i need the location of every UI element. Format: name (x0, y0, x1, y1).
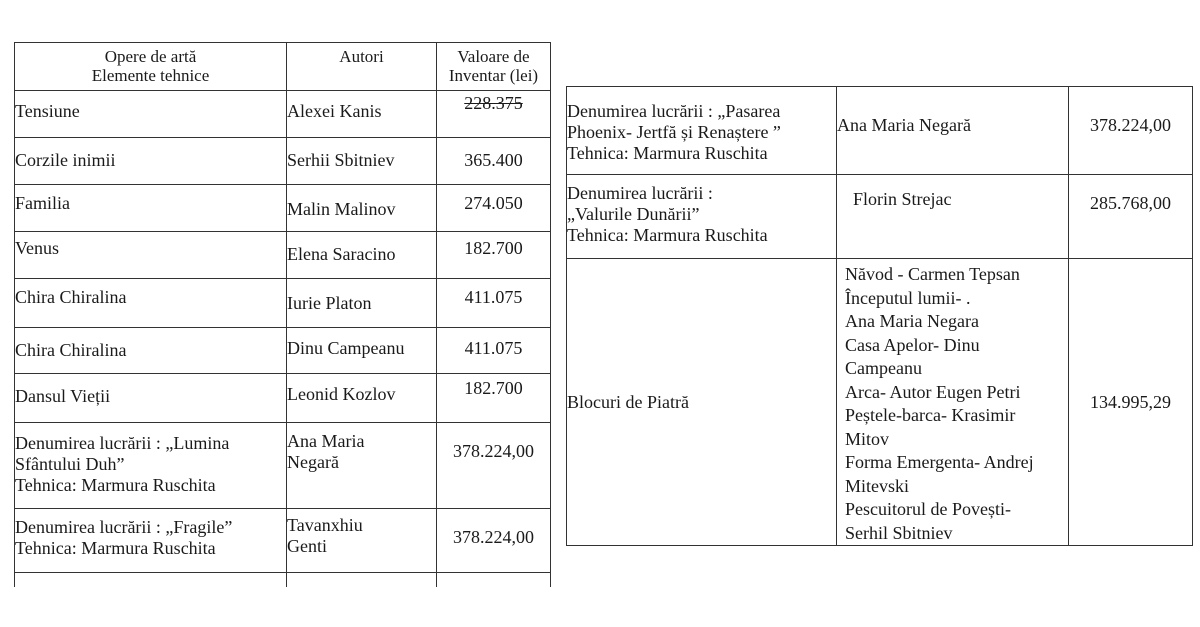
cut-cell (15, 573, 287, 588)
table-row (15, 509, 551, 573)
artwork-author: Năvod - Carmen Tepsan Începutul lumii- . Ana Maria Negara Casa Apelor- Dinu Campeanu Arca- Autor Eugen Petri Peștele-barca- Krasimir Mitov Forma Emergenta- Andrej Mitevski Pescuitorul de Povești- Serhil Sbitniev (837, 259, 1069, 546)
table-row (15, 328, 551, 374)
artwork-author: Dinu Campeanu (287, 328, 437, 374)
header-artworks: Opere de artă Elemente tehnice (15, 43, 287, 91)
table-row-cut (15, 573, 551, 588)
artwork-title: Blocuri de Piatră (567, 259, 837, 546)
table-row (567, 175, 1193, 259)
artwork-title: Venus (15, 232, 287, 279)
artwork-author: Iurie Platon (287, 279, 437, 328)
artwork-author: Ana Maria Negară (837, 87, 1069, 175)
cut-cell (287, 573, 437, 588)
artwork-title: Denumirea lucrării : „Pasarea Phoenix- Jertfă și Renaștere ” Tehnica: Marmura Ruschita (567, 87, 837, 175)
artwork-value: 378.224,00 (437, 423, 551, 509)
artwork-author: Elena Saracino (287, 232, 437, 279)
table-row (15, 185, 551, 232)
artwork-value: 274.050 (437, 185, 551, 232)
artwork-author: Ana Maria Negară (287, 423, 437, 509)
artwork-author: Alexei Kanis (287, 91, 437, 138)
artwork-value: 182.700 (437, 232, 551, 279)
right-inventory-table (566, 86, 1193, 546)
table-row (567, 259, 1193, 546)
artwork-title: Denumirea lucrării : „Valurile Dunării” Tehnica: Marmura Ruschita (567, 175, 837, 259)
artwork-value: 134.995,29 (1069, 259, 1193, 546)
artwork-title: Familia (15, 185, 287, 232)
header-value: Valoare de Inventar (lei) (437, 43, 551, 91)
artwork-value: 182.700 (437, 374, 551, 423)
artwork-value: 228.375 (437, 91, 551, 138)
artwork-value: 378.224,00 (437, 509, 551, 573)
artwork-author: Malin Malinov (287, 185, 437, 232)
table-row (15, 91, 551, 138)
table-row (15, 423, 551, 509)
table-row (15, 138, 551, 185)
artwork-title: Tensiune (15, 91, 287, 138)
table-row (15, 279, 551, 328)
header-authors: Autori (287, 43, 437, 91)
table-row (15, 232, 551, 279)
artwork-author: Florin Strejac (837, 175, 1069, 259)
artwork-author: Serhii Sbitniev (287, 138, 437, 185)
artwork-value: 411.075 (437, 279, 551, 328)
artwork-title: Denumirea lucrării : „Fragile” Tehnica: Marmura Ruschita (15, 509, 287, 573)
artwork-title: Corzile inimii (15, 138, 287, 185)
cut-cell (437, 573, 551, 588)
artwork-value: 378.224,00 (1069, 87, 1193, 175)
artwork-author: Leonid Kozlov (287, 374, 437, 423)
table-header-row (15, 43, 551, 91)
table-row (15, 374, 551, 423)
table-row (567, 87, 1193, 175)
artwork-title: Denumirea lucrării : „Lumina Sfântului Duh” Tehnica: Marmura Ruschita (15, 423, 287, 509)
artwork-value: 365.400 (437, 138, 551, 185)
artwork-author: Tavanxhiu Genti (287, 509, 437, 573)
left-inventory-table (14, 42, 551, 587)
artwork-title: Chira Chiralina (15, 328, 287, 374)
artwork-value: 411.075 (437, 328, 551, 374)
artwork-value: 285.768,00 (1069, 175, 1193, 259)
artwork-title: Dansul Vieții (15, 374, 287, 423)
artwork-title: Chira Chiralina (15, 279, 287, 328)
